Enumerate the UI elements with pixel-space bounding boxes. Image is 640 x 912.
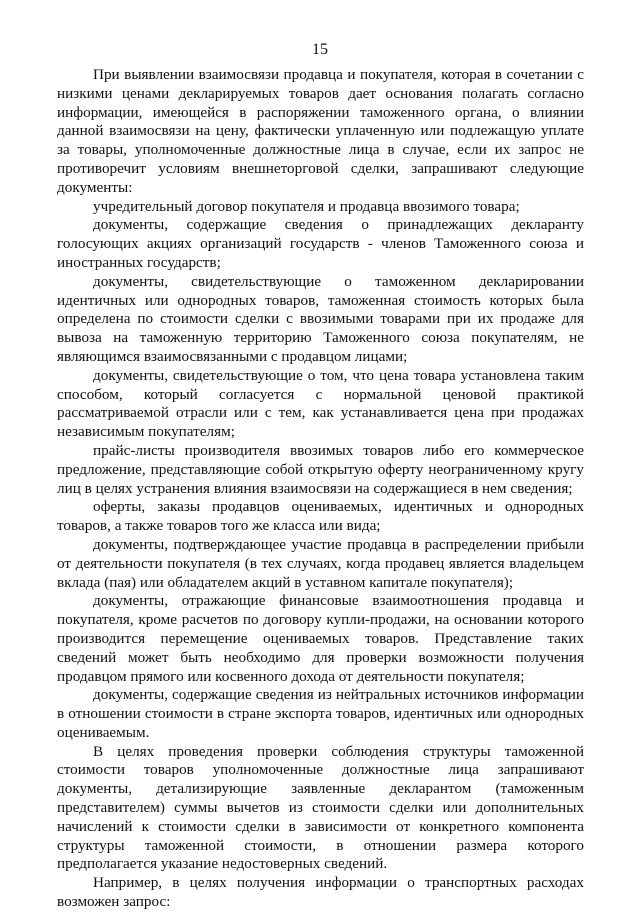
list-item-financial-relations: документы, отражающие финансовые взаимоотношения продавца и покупателя, кроме расчетов по договору купли-продажи, на основании которого производится перемещение оцениваемых товаров. Представление таких сведений может быть необходимо для проверки возможности получения продавцом прямого или косвенного дохода от деятельности покупателя; [57, 592, 584, 685]
list-item-price-practice: документы, свидетельствующие о том, что цена товара установлена таким способом, который согласуется с нормальной ценовой практикой рассматриваемой отрасли или с тем, как устанавливается цена при продажах независимым покупателям; [57, 366, 584, 441]
paragraph-intro: При выявлении взаимосвязи продавца и покупателя, которая в сочетании с низкими ценами декларируемых товаров дает основания полагать согласно информации, имеющейся в распоряжении таможенного органа, о влиянии данной взаимосвязи на цену, фактически уплаченную или подлежащую уплате за товары, уполномоченные должностные лица в случае, если их запрос не противоречит условиям внешнеторговой сделки, запрашивают следующие документы: [57, 66, 584, 196]
document-body [57, 66, 584, 912]
list-item-offers-orders: оферты, заказы продавцов оцениваемых, идентичных и однородных товаров, а также товаров того же класса или вида; [57, 498, 584, 535]
list-item-founding-agreement: учредительный договор покупателя и продавца ввозимого товара; [93, 197, 520, 215]
page-number: 15 [312, 41, 328, 58]
paragraph-structure-check: В целях проведения проверки соблюдения структуры таможенной стоимости товаров уполномоченные должностные лица запрашивают документы, детализирующие заявленные декларантом (таможенным представителем) суммы вычетов из стоимости сделки или дополнительных начислений к стоимости сделки в зависимости от конкретного компонента структуры таможенной стоимости, в отношении размера которого предполагается указание недостоверных сведений. [57, 742, 584, 873]
list-item-voting-shares: документы, содержащие сведения о принадлежащих декларанту голосующих акциях организаций государств - членов Таможенного союза и иностранных государств; [57, 216, 584, 271]
list-item-identical-goods-declaration: документы, свидетельствующие о таможенном декларировании идентичных или однородных товаров, таможенная стоимость которых была определена по стоимости сделки с ввозимыми товарами при их продаже для вывоза на таможенную территорию Таможенного союза покупателям, не являющимся взаимосвязанными с продавцом лицами; [57, 272, 584, 365]
list-item-price-lists: прайс-листы производителя ввозимых товаров либо его коммерческое предложение, представляющие собой открытую оферту неограниченному кругу лиц в целях устранения влияния взаимосвязи на содержащиеся в нем сведения; [57, 441, 584, 497]
paragraph-transport-example: Например, в целях получения информации о транспортных расходах возможен запрос: [57, 874, 584, 911]
list-item-neutral-sources: документы, содержащие сведения из нейтральных источников информации в отношении стоимости в стране экспорта товаров, идентичных или однородных оцениваемым. [57, 686, 584, 741]
list-item-profit-participation: документы, подтверждающее участие продавца в распределении прибыли от деятельности покупателя (в тех случаях, когда продавец является владельцем вклада (пая) или обладателем акций в уставном капитале покупателя); [57, 535, 584, 591]
